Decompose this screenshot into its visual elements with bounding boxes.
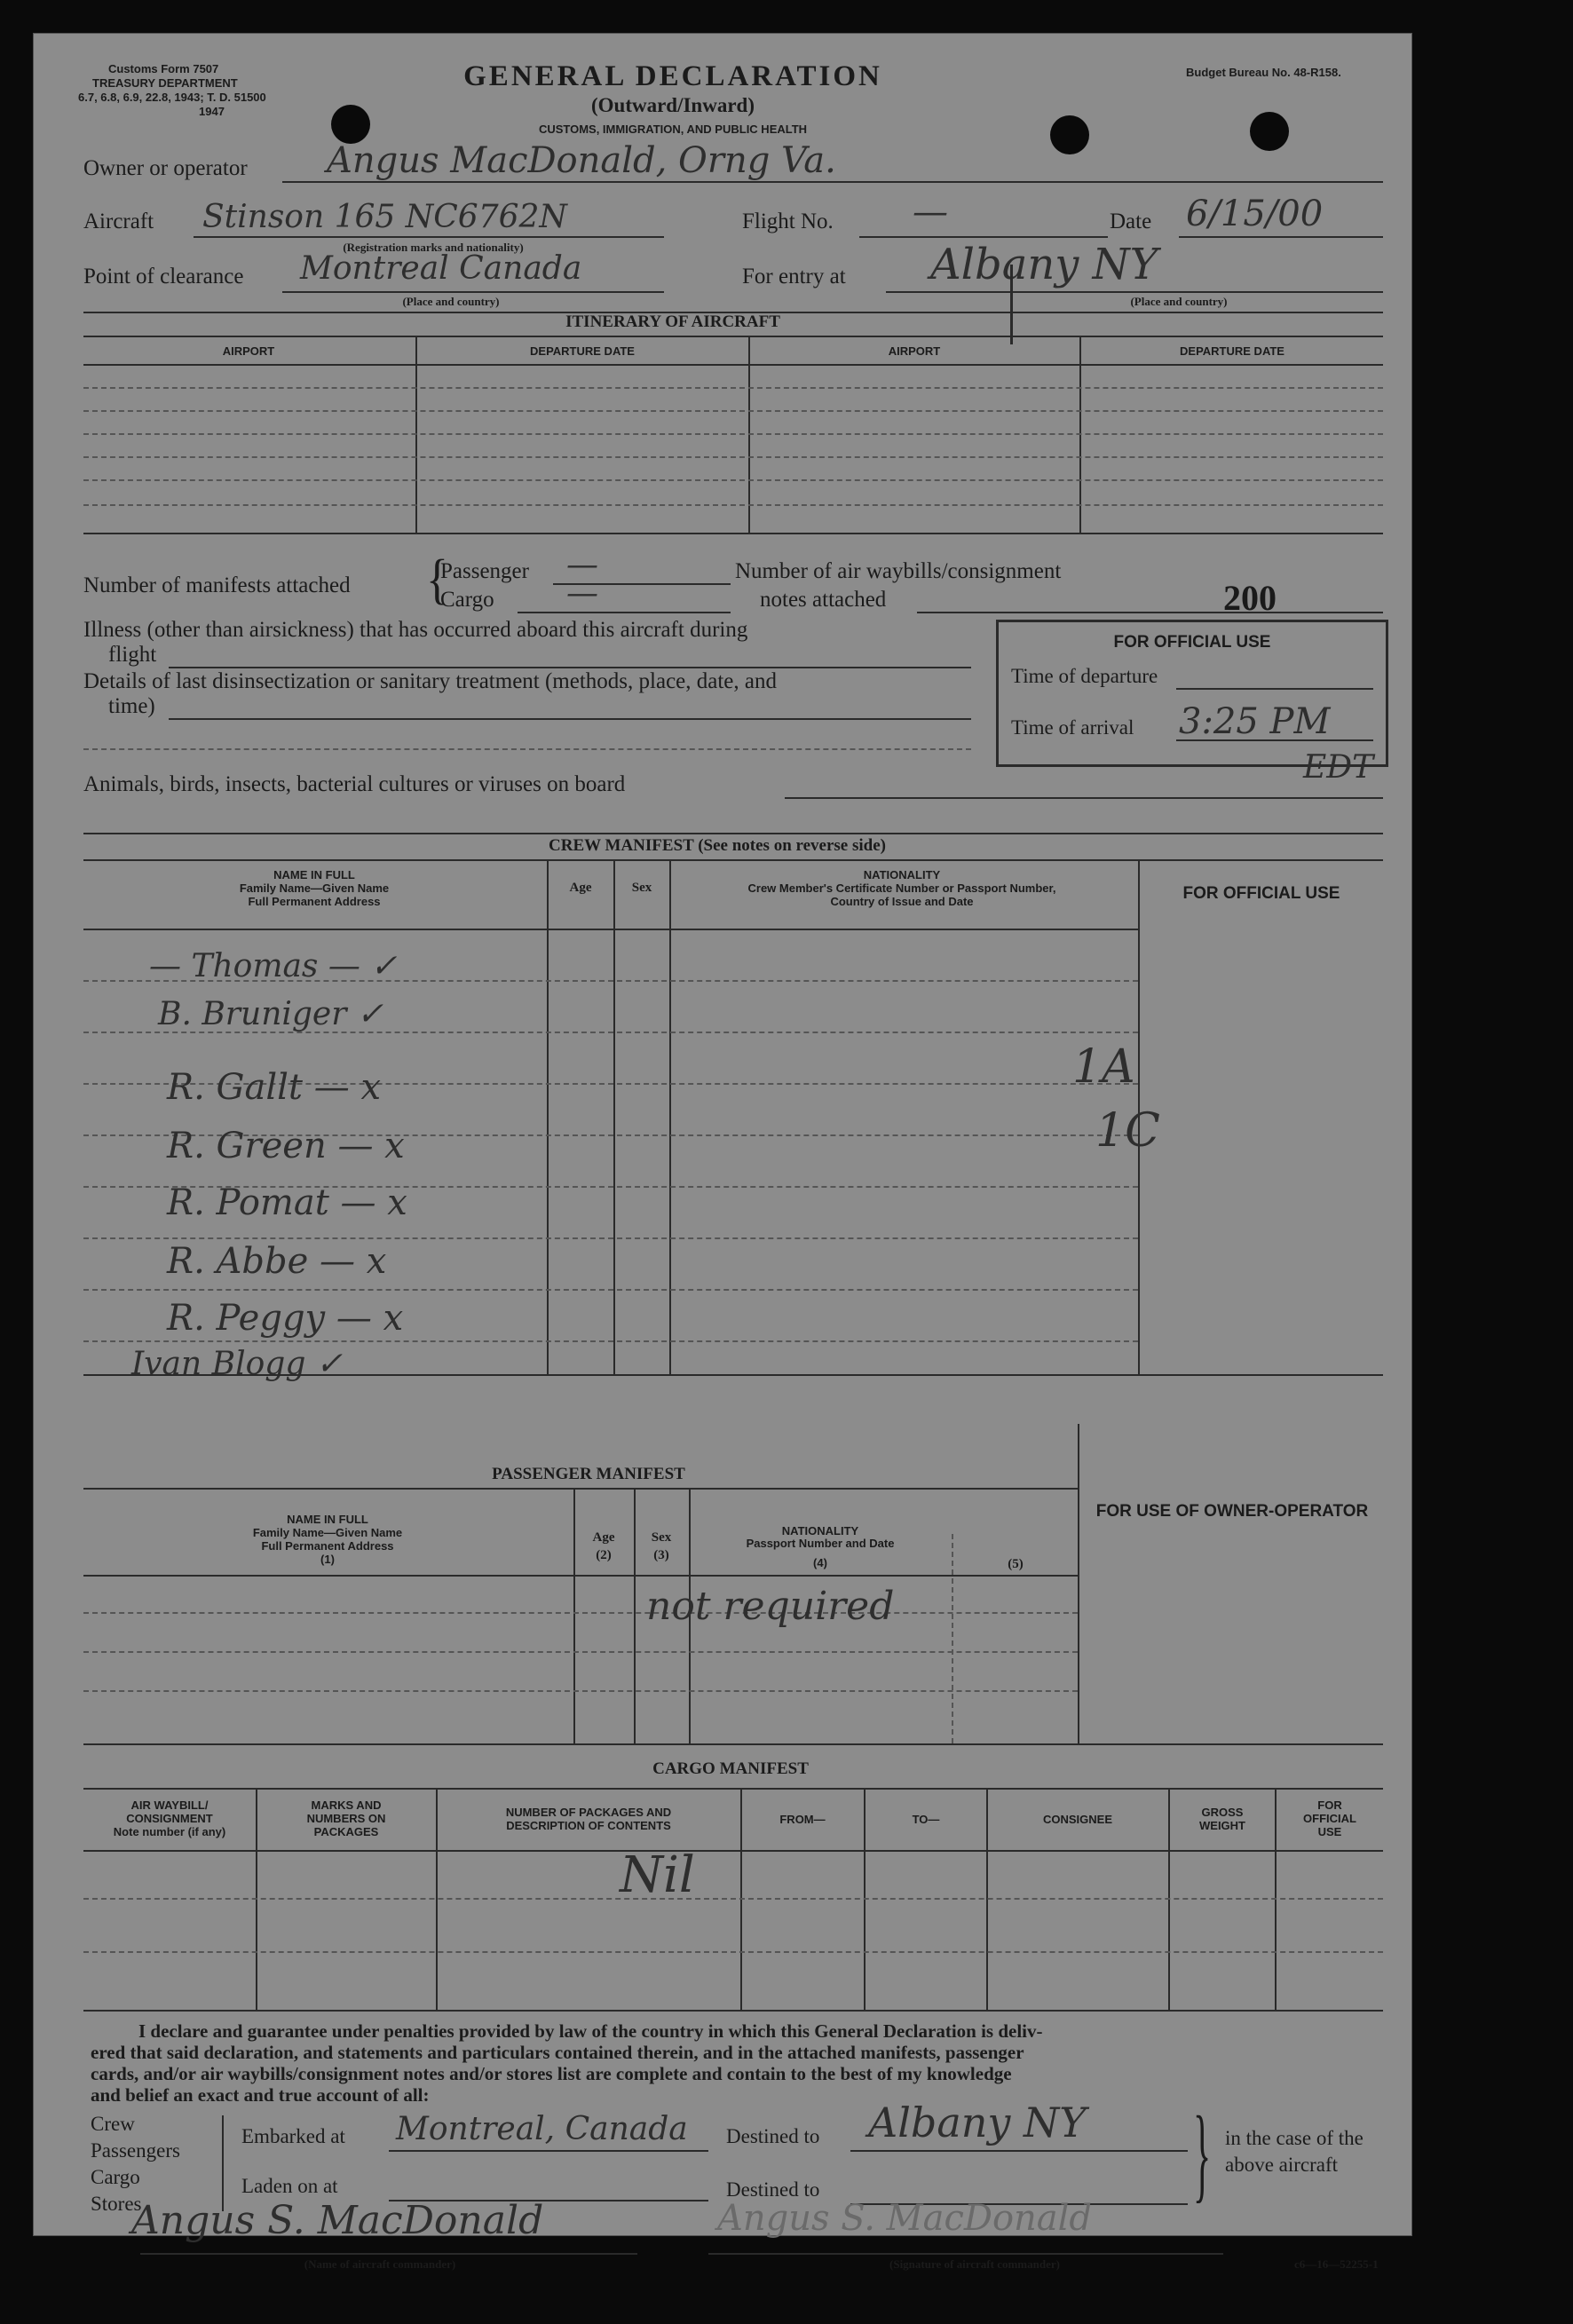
passenger-title: PASSENGER MANIFEST <box>492 1465 685 1483</box>
laden-label: Laden on at <box>241 2175 338 2197</box>
passenger-col-5: (5) <box>1008 1557 1024 1571</box>
departure-time-label: Time of departure <box>1011 665 1158 687</box>
passenger-note: not required <box>646 1584 895 1629</box>
punch-hole <box>1250 112 1289 151</box>
crew-entry: R. Abbe — x <box>167 1241 387 1282</box>
cargo-col-to: TO— <box>912 1813 940 1826</box>
crew-col-nationality: NATIONALITY Crew Member's Certificate Number or Passport Number, Country of Issue and Date <box>747 868 1056 908</box>
cargo-title: CARGO MANIFEST <box>652 1759 809 1778</box>
aircraft-value: Stinson 165 NC6762N <box>202 199 567 235</box>
commander-name-caption: (Name of aircraft commander) <box>304 2257 456 2271</box>
official-mark: 1C <box>1095 1104 1160 1158</box>
crew-entry: R. Peggy — x <box>167 1298 404 1339</box>
commander-name: Angus S. MacDonald <box>131 2198 544 2243</box>
destined-value: Albany NY <box>868 2099 1087 2146</box>
cargo-col-consignee: CONSIGNEE <box>1042 1813 1112 1826</box>
crew-entry: Ivan Blogg ✓ <box>131 1346 343 1382</box>
form-agencies: CUSTOMS, IMMIGRATION, AND PUBLIC HEALTH <box>538 123 808 136</box>
illness-label-1: Illness (other than airsickness) that has occurred aboard this aircraft during <box>83 618 748 642</box>
form-year: 1947 <box>199 105 225 118</box>
crew-entry: R. Gallt — x <box>167 1067 381 1108</box>
print-code: c6—16—52255-1 <box>1294 2257 1379 2271</box>
crew-entry: — Thomas — ✓ <box>149 948 398 984</box>
itinerary-col-date-2: DEPARTURE DATE <box>1180 344 1284 358</box>
cargo-col-official: FOR OFFICIAL USE <box>1303 1798 1356 1838</box>
entry-value: Albany NY <box>930 240 1158 289</box>
cargo-col-contents: NUMBER OF PACKAGES AND DESCRIPTION OF CONTENTS <box>505 1806 672 1832</box>
arrival-time-label: Time of arrival <box>1011 716 1134 739</box>
flight-label: Flight No. <box>742 209 834 233</box>
animals-label: Animals, birds, insects, bacterial cultures or viruses on board <box>83 772 626 796</box>
form-subtitle: (Outward/Inward) <box>590 94 755 116</box>
crew-col-sex: Sex <box>631 881 652 895</box>
clearance-caption: (Place and country) <box>402 295 500 308</box>
manifests-number-label: Number of manifests attached <box>83 573 351 597</box>
form-number: Customs Form 7507 <box>108 62 219 75</box>
itinerary-col-airport-1: AIRPORT <box>222 344 275 358</box>
embarked-label: Embarked at <box>241 2125 345 2147</box>
crew-entry: R. Pomat — x <box>167 1182 407 1223</box>
crew-col-name: NAME IN FULL Family Name—Given Name Full Permanent Address <box>239 868 390 908</box>
crew-col-official: FOR OFFICIAL USE <box>1182 884 1340 903</box>
date-value: 6/15/00 <box>1186 194 1324 234</box>
destined-2-label: Destined to <box>726 2178 820 2201</box>
manifests-brace: { <box>426 549 448 611</box>
passenger-label: Passenger <box>440 559 529 583</box>
passenger-value: — <box>566 547 598 583</box>
crew-title: CREW MANIFEST (See notes on reverse side) <box>549 836 886 855</box>
cargo-value: — <box>566 575 598 612</box>
cargo-col-waybill: AIR WAYBILL/ CONSIGNMENT Note number (if any) <box>113 1798 226 1838</box>
case-text-1: in the case of the <box>1225 2127 1364 2149</box>
crew-col-age: Age <box>569 881 592 895</box>
owner-label: Owner or operator <box>83 156 248 180</box>
cargo-value: Nil <box>620 1846 695 1904</box>
cargo-col-weight: GROSS WEIGHT <box>1199 1806 1245 1832</box>
declaration-form <box>34 34 1411 2271</box>
declaration-text-4: and belief an exact and true account of all: <box>91 2084 430 2106</box>
commander-signature-caption: (Signature of aircraft commander) <box>889 2257 1060 2271</box>
official-mark: 1A <box>1072 1040 1135 1094</box>
declaration-categories: Crew Passengers Cargo Stores <box>91 2113 180 2215</box>
aircraft-caption: (Registration marks and nationality) <box>343 241 524 254</box>
owner-value: Angus MacDonald, Orng Va. <box>327 140 836 181</box>
declaration-brace: } <box>1193 2094 1212 2212</box>
form-regulations: 6.7, 6.8, 6.9, 22.8, 1943; T. D. 51500 <box>78 91 266 104</box>
itinerary-col-date-1: DEPARTURE DATE <box>530 344 635 358</box>
case-text-2: above aircraft <box>1225 2154 1339 2176</box>
flight-value: — <box>913 192 948 233</box>
official-use-title: FOR OFFICIAL USE <box>1113 633 1271 652</box>
declaration-text-3: cards, and/or air waybills/consignment notes and/or stores list are complete and contain to the best of my knowledge <box>91 2063 1012 2084</box>
passenger-col-nationality: NATIONALITY Passport Number and Date (4) <box>746 1524 895 1569</box>
date-label: Date <box>1110 209 1152 233</box>
passenger-col-sex: Sex (3) <box>651 1530 672 1562</box>
passenger-col-name: NAME IN FULL Family Name—Given Name Full Permanent Address (1) <box>252 1513 403 1566</box>
disinsect-label-1: Details of last disinsectization or sanitary treatment (methods, place, date, and <box>83 669 777 693</box>
entry-stroke <box>1010 265 1013 344</box>
entry-caption: (Place and country) <box>1130 295 1228 308</box>
punch-hole <box>1050 115 1089 154</box>
punch-hole <box>331 105 370 144</box>
arrival-time-value: 3:25 PM <box>1179 701 1331 742</box>
crew-entry: B. Bruniger ✓ <box>158 996 384 1032</box>
declaration-text-2: ered that said declaration, and statements and particulars contained therein, and in the attached manifests, passenger <box>91 2042 1024 2063</box>
waybills-label-1: Number of air waybills/consignment <box>735 559 1062 583</box>
official-use-box <box>996 620 1388 767</box>
cargo-col-from: FROM— <box>779 1813 826 1826</box>
waybills-count: 200 <box>1223 578 1277 618</box>
clearance-label: Point of clearance <box>83 265 244 289</box>
clearance-value: Montreal Canada <box>300 250 582 287</box>
entry-label: For entry at <box>742 265 846 289</box>
itinerary-title: ITINERARY OF AIRCRAFT <box>565 312 780 331</box>
passenger-col-owner: FOR USE OF OWNER-OPERATOR <box>1095 1502 1369 1521</box>
illness-label-2: flight <box>108 643 157 667</box>
itinerary-col-airport-2: AIRPORT <box>888 344 941 358</box>
declaration-text-1: I declare and guarantee under penalties provided by law of the country in which this General Declaration is deliv- <box>138 2020 1043 2042</box>
form-title: GENERAL DECLARATION <box>463 60 882 92</box>
disinsect-label-2: time) <box>108 694 155 718</box>
cargo-col-marks: MARKS AND NUMBERS ON PACKAGES <box>306 1798 386 1838</box>
embarked-value: Montreal, Canada <box>396 2111 688 2147</box>
crew-entry: R. Green — x <box>167 1126 405 1166</box>
budget-number: Budget Bureau No. 48-R158. <box>1186 66 1341 79</box>
cargo-label: Cargo <box>440 588 494 612</box>
passenger-col-age: Age (2) <box>592 1530 615 1562</box>
destined-label: Destined to <box>726 2125 820 2147</box>
arrival-time-note: EDT <box>1303 749 1374 786</box>
form-department: TREASURY DEPARTMENT <box>92 76 238 90</box>
aircraft-label: Aircraft <box>83 209 154 233</box>
waybills-label-2: notes attached <box>760 588 887 612</box>
commander-signature: Angus S. MacDonald <box>717 2198 1093 2239</box>
